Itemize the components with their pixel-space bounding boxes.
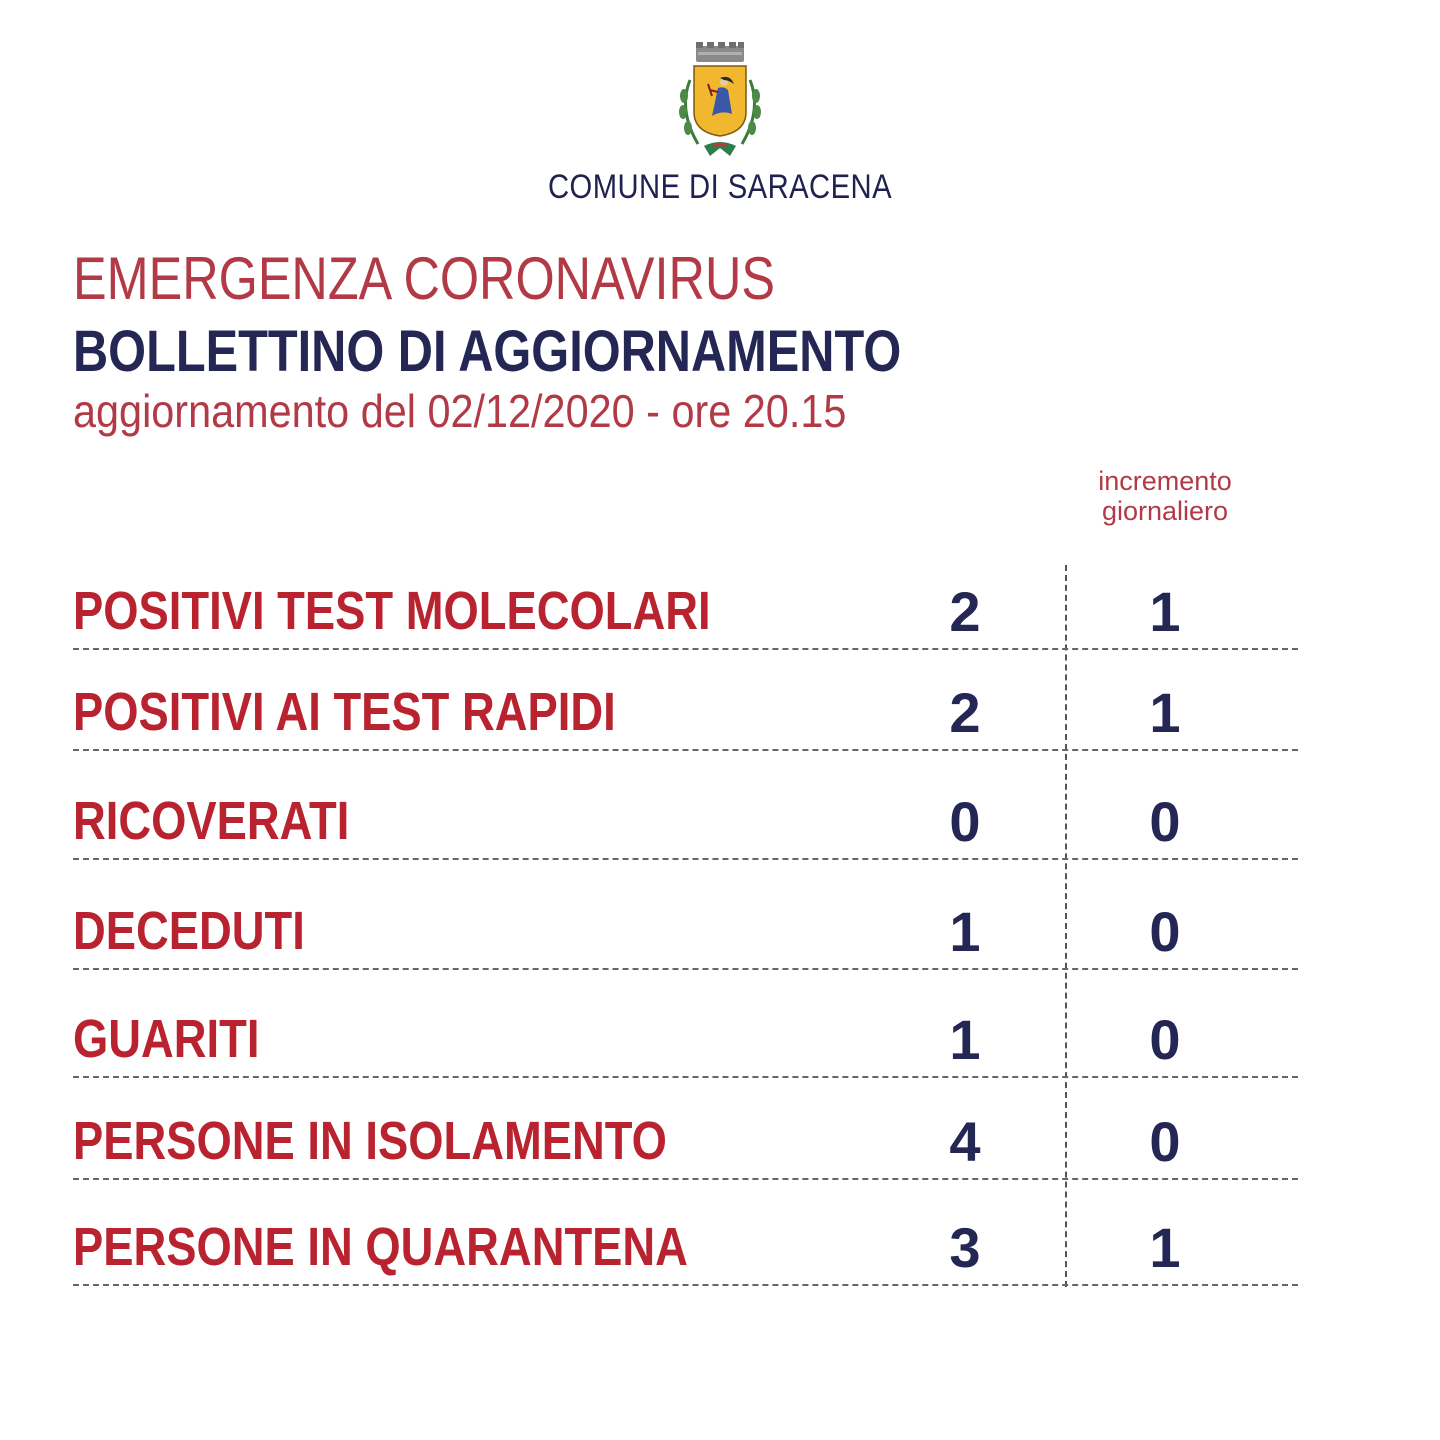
row-label: POSITIVI AI TEST RAPIDI	[73, 682, 616, 742]
increment-header-line1: incremento	[1098, 466, 1232, 496]
row-increment: 0	[1149, 790, 1181, 853]
row-total: 1	[949, 900, 981, 963]
row-increment: 1	[1149, 580, 1181, 643]
row-increment: 1	[1149, 681, 1181, 744]
bulletin-title: BOLLETTINO DI AGGIORNAMENTO	[73, 319, 902, 384]
table-row	[73, 659, 1298, 751]
row-label: RICOVERATI	[73, 791, 350, 851]
coat-of-arms-icon	[668, 40, 772, 164]
row-total: 4	[949, 1110, 981, 1173]
increment-column-header	[1070, 466, 1260, 526]
row-total: 3	[949, 1216, 981, 1279]
row-label: DECEDUTI	[73, 901, 305, 961]
row-total: 2	[949, 681, 981, 744]
row-total: 1	[949, 1008, 981, 1071]
row-increment: 0	[1149, 1008, 1181, 1071]
table-row	[73, 1088, 1298, 1180]
row-total: 2	[949, 580, 981, 643]
row-increment: 0	[1149, 1110, 1181, 1173]
table-row	[73, 878, 1298, 970]
increment-header-line2: giornaliero	[1101, 496, 1229, 526]
update-timestamp: aggiornamento del 02/12/2020 - ore 20.15	[73, 385, 847, 437]
table-row	[73, 1194, 1298, 1286]
headline: EMERGENZA CORONAVIRUS	[73, 245, 775, 312]
municipality-name: COMUNE DI SARACENA	[547, 168, 893, 206]
table-row	[73, 768, 1298, 860]
row-increment: 1	[1149, 1216, 1181, 1279]
table-row	[73, 986, 1298, 1078]
row-label: PERSONE IN ISOLAMENTO	[73, 1111, 667, 1171]
row-label: POSITIVI TEST MOLECOLARI	[73, 581, 711, 641]
row-label: GUARITI	[73, 1009, 260, 1069]
row-increment: 0	[1149, 900, 1181, 963]
row-total: 0	[949, 790, 981, 853]
table-row	[73, 558, 1298, 650]
row-label: PERSONE IN QUARANTENA	[73, 1217, 688, 1277]
